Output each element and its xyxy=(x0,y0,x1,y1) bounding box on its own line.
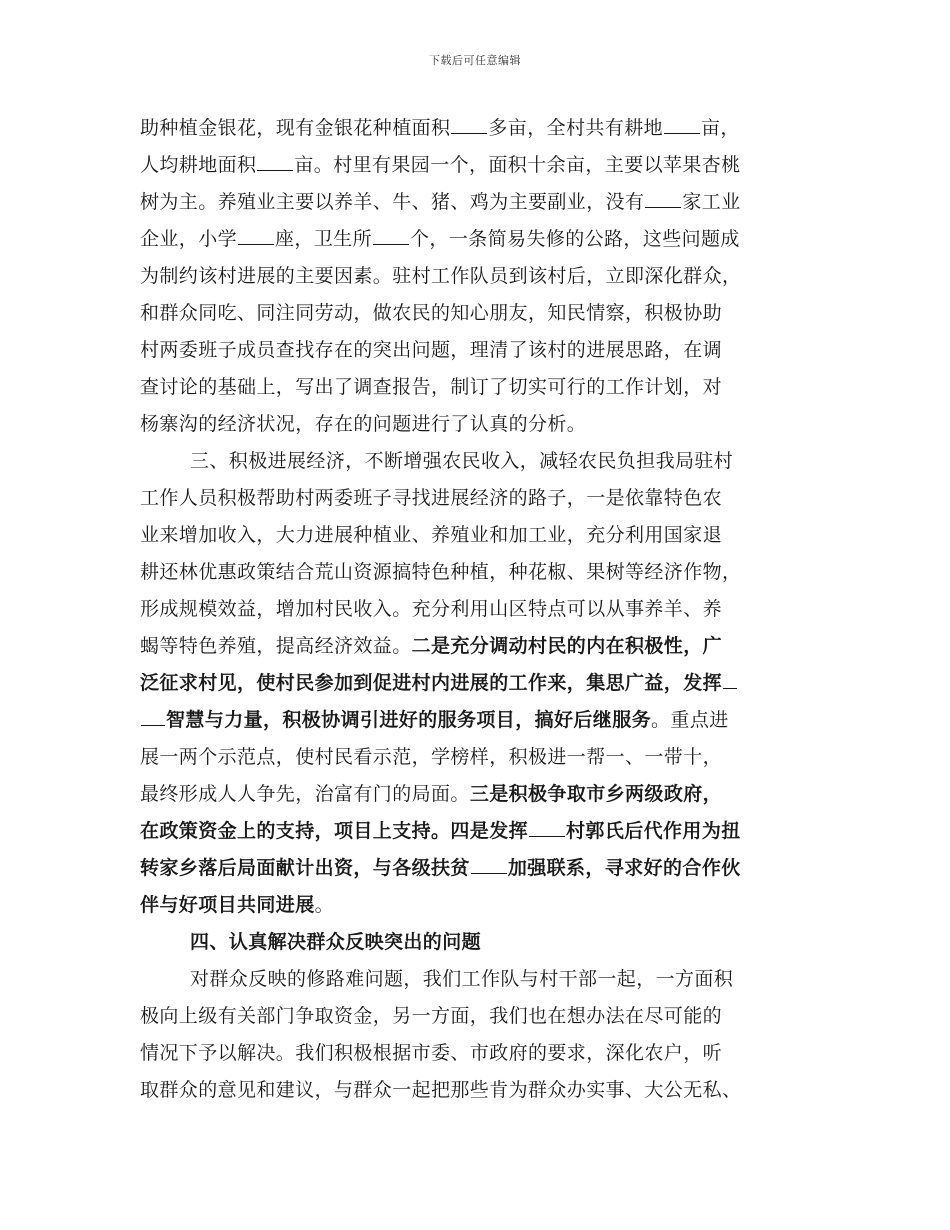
bold-text-run: 泛征求村见，使村民参加到促进村内进展的工作来，集思广益，发挥 xyxy=(140,672,723,694)
text-run: 个，一条简易失修的公路，这些问题成 xyxy=(410,228,740,250)
text-line xyxy=(140,628,825,665)
text-run: 杨寨沟的经济状况，存在的问题进行了认真的分析。 xyxy=(140,413,587,435)
bold-text-run: 二是充分调动村民的内在积极性，广 xyxy=(411,635,723,657)
text-run: 情况下予以解决。我们积极根据市委、市政府的要求，深化农户，听 xyxy=(140,1042,723,1064)
text-run: 多亩，全村共有耕地 xyxy=(488,117,664,139)
text-line xyxy=(140,184,825,221)
text-line xyxy=(140,406,825,443)
text-run: 形成规模效益，增加村民收入。充分利用山区特点可以从事养羊、养 xyxy=(140,598,723,620)
text-line xyxy=(140,443,825,480)
text-line xyxy=(140,591,825,628)
text-line xyxy=(140,702,825,739)
fill-in-blank xyxy=(723,670,737,689)
text-line xyxy=(140,480,825,517)
fill-in-blank xyxy=(451,115,487,134)
text-run: 为制约该村进展的主要因素。驻村工作队员到该村后，立即深化群众， xyxy=(140,265,742,287)
fill-in-blank xyxy=(141,707,165,726)
text-run: 。重点进 xyxy=(651,709,729,731)
text-run: 。 xyxy=(314,894,335,916)
document-body xyxy=(140,110,825,1109)
fill-in-blank xyxy=(238,226,274,245)
text-run: 三、积极进展经济，不断增强农民收入，减轻农民负担我局驻村 xyxy=(190,450,734,472)
text-run: 人均耕地面积 xyxy=(140,154,257,176)
bold-text-run: 三是积极争取市乡两级政府， xyxy=(469,783,723,805)
text-line xyxy=(140,517,825,554)
text-run: 工作人员积极帮助村两委班子寻找进展经济的路子，一是依靠特色农 xyxy=(140,487,723,509)
text-line xyxy=(140,813,825,850)
text-line xyxy=(140,258,825,295)
text-run: 树为主。养殖业主要以养羊、牛、猪、鸡为主要副业，没有 xyxy=(140,191,645,213)
text-line xyxy=(140,739,825,776)
text-line xyxy=(140,554,825,591)
text-line xyxy=(140,147,825,184)
text-run: 村两委班子成员查找存在的突出问题，理清了该村的进展思路，在调 xyxy=(140,339,723,361)
text-run: 亩， xyxy=(701,117,740,139)
bold-text-run: 转家乡落后局面献计出资，与各级扶贫 xyxy=(140,857,470,879)
text-line xyxy=(140,369,825,406)
fill-in-blank xyxy=(257,152,293,171)
text-run: 助种植金银花，现有金银花种植面积 xyxy=(140,117,451,139)
text-line xyxy=(140,110,825,147)
text-run: 座，卫生所 xyxy=(275,228,373,250)
text-run: 耕还林优惠政策结合荒山资源搞特色种植，种花椒、果树等经济作物， xyxy=(140,561,742,583)
text-line xyxy=(140,221,825,258)
text-run: 取群众的意见和建议，与群众一起把那些肯为群众办实事、大公无私、 xyxy=(140,1079,742,1101)
bold-text-run: 智慧与力量，积极协调引进好的服务项目，搞好后继服务 xyxy=(166,709,652,731)
text-run: 亩。村里有果园一个，面积十余亩，主要以苹果杏桃 xyxy=(294,154,741,176)
bold-text-run: 加强联系，寻求好的合作伙 xyxy=(507,857,741,879)
text-run: 和群众同吃、同注同劳动，做农民的知心朋友，知民情察，积极协助 xyxy=(140,302,723,324)
text-run: 展一两个示范点，使村民看示范，学榜样，积极进一帮一、一带十， xyxy=(140,746,723,768)
text-line xyxy=(140,887,825,924)
text-line xyxy=(140,776,825,813)
text-run: 最终形成人人争先，治富有门的局面。 xyxy=(140,783,470,805)
text-run: 企业，小学 xyxy=(140,228,238,250)
text-run: 业来增加收入，大力进展种植业、养殖业和加工业，充分利用国家退 xyxy=(140,524,723,546)
text-line xyxy=(140,295,825,332)
text-line xyxy=(140,665,825,702)
fill-in-blank xyxy=(664,115,700,134)
fill-in-blank xyxy=(471,855,507,874)
text-run: 对群众反映的修路难问题，我们工作队与村干部一起，一方面积 xyxy=(190,968,734,990)
bold-text-run: 四、认真解决群众反映突出的问题 xyxy=(190,931,482,953)
fill-in-blank xyxy=(373,226,409,245)
text-line xyxy=(140,850,825,887)
text-run: 家工业 xyxy=(682,191,741,213)
text-run: 极向上级有关部门争取资金，另一方面，我们也在想办法在尽可能的 xyxy=(140,1005,723,1027)
text-run: 查讨论的基础上，写出了调查报告，制订了切实可行的工作计划，对 xyxy=(140,376,723,398)
text-line xyxy=(140,1035,825,1072)
text-line xyxy=(140,961,825,998)
fill-in-blank xyxy=(645,189,681,208)
bold-text-run: 伴与好项目共同进展 xyxy=(140,894,315,916)
text-line xyxy=(140,998,825,1035)
page-header-note: 下载后可任意编辑 xyxy=(429,54,521,67)
text-run: 蝎等特色养殖，提高经济效益。 xyxy=(140,635,412,657)
text-line xyxy=(140,332,825,369)
text-line xyxy=(140,1072,825,1109)
bold-text-run: 村郭氏后代作用为扭 xyxy=(566,820,741,842)
fill-in-blank xyxy=(529,818,565,837)
bold-text-run: 在政策资金上的支持，项目上支持。四是发挥 xyxy=(140,820,529,842)
text-line xyxy=(140,924,825,961)
